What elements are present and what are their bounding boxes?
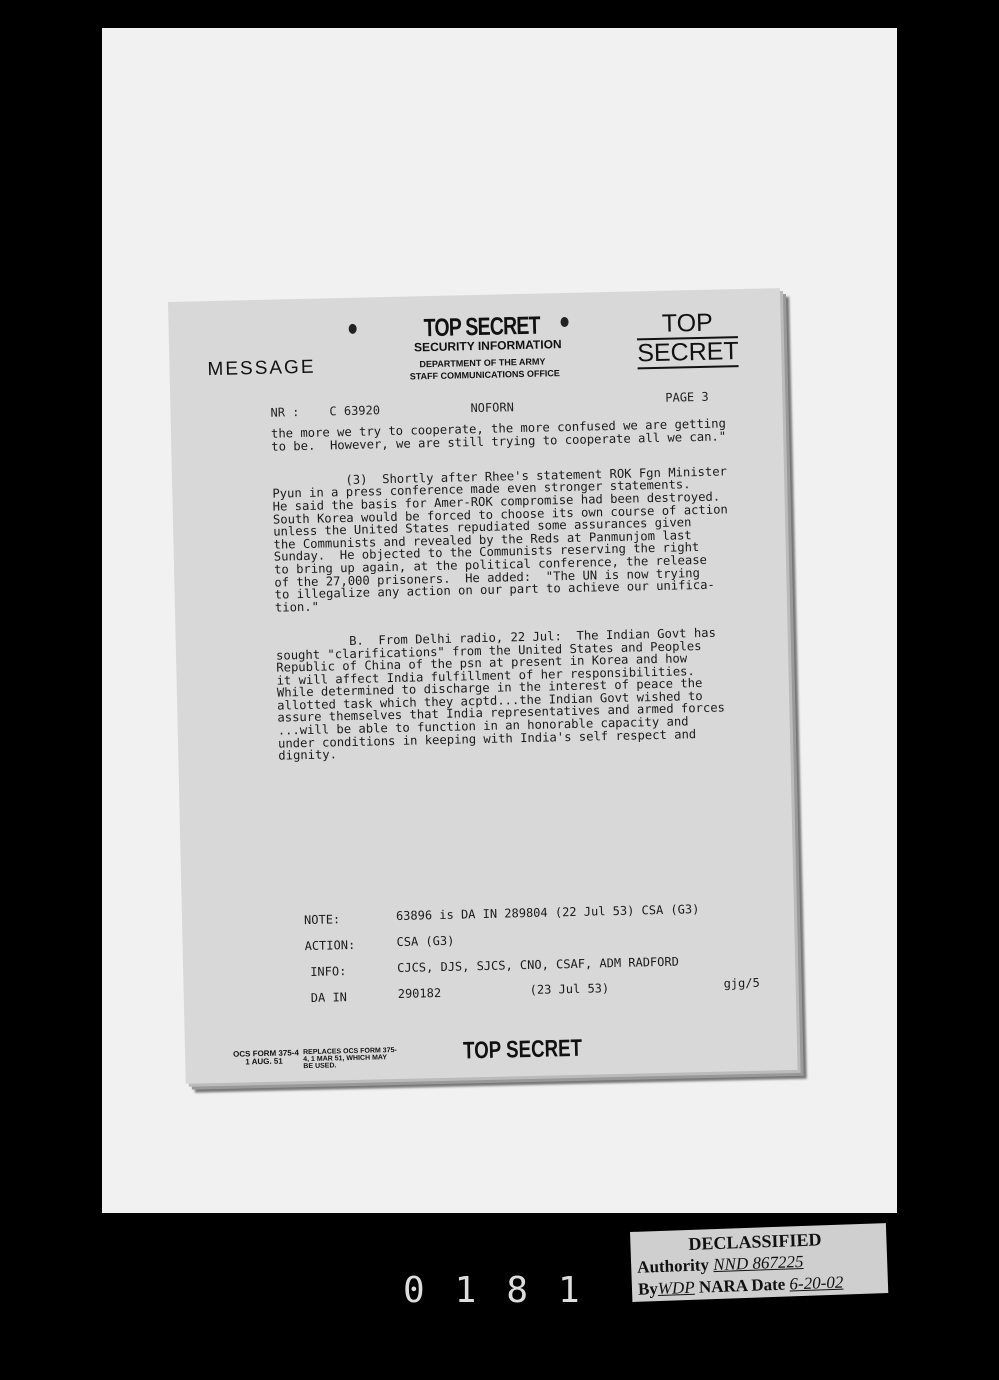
punch-hole-right	[560, 317, 568, 327]
form-number	[233, 1049, 299, 1066]
header-top-secret: TOP SECRET	[423, 311, 541, 343]
body-paragraph-3: B. From Delhi radio, 22 Jul: The Indian Govt has sought "clarifications" from the United States and Peoples Republic of China of the psn at present in Korea and how it will affect India fulfillment of her responsibilities. While determined to discharge in the interest of peace the allotted task which they acptd...the Indian Govt wished to assure themselves that India representatives and armed forces ...will be able to function in an honorable capacity and under conditions in keeping with India's self respect and dignity.	[275, 625, 726, 763]
stamp-line-2: SECRET	[636, 337, 739, 368]
note-value: 63896 is DA IN 289804 (22 Jul 53) CSA (G3)	[395, 902, 700, 923]
action-label: ACTION:	[304, 937, 356, 954]
nr-value: C 63920	[329, 403, 381, 419]
body-paragraph-1: the more we try to cooperate, the more confused we are getting to be. However, we are still trying to cooperate all we can."	[270, 416, 727, 454]
by-label: By	[637, 1279, 659, 1299]
action-value: CSA (G3)	[396, 933, 455, 949]
nr-label: NR :	[270, 405, 300, 420]
punch-hole-left	[349, 324, 357, 334]
page-number: PAGE 3	[665, 389, 709, 405]
message-form	[168, 288, 798, 1084]
stamp-line-1: TOP	[636, 309, 738, 340]
top-secret-stamp	[636, 309, 739, 369]
header-office: STAFF COMMUNICATIONS OFFICE	[409, 368, 560, 382]
message-body	[271, 417, 748, 762]
form-note: REPLACES OCS FORM 375-4, 1 MAR 51, WHICH MAY BE USED.	[302, 1047, 397, 1071]
declass-title: DECLASSIFIED	[688, 1229, 822, 1254]
header-department: DEPARTMENT OF THE ARMY	[419, 356, 546, 370]
note-label: NOTE:	[303, 912, 341, 928]
form-number-text: OCS FORM 375-4	[232, 1048, 299, 1059]
info-label: INFO:	[310, 964, 347, 979]
nara-label: NARA Date	[698, 1274, 786, 1297]
body-paragraph-2: (3) Shortly after Rhee's statement ROK Fgn Minister Pyun in a press conference made even stronger statements. He said the basis for Amer-ROK compromise had been destroyed. South Korea would be forced to choose its own course of action unless the United States repudiated some assurances given the Communists and revealed by the Reds at Panmunjom last Sunday. He objected to the Communists reserving the right to bring up again, at the political conference, the release of the 27,000 prisoners. He added: "The UN is now trying to illegalize any action on our part to achieve our unifica- tion."	[271, 464, 728, 615]
by-value: WDP	[657, 1277, 695, 1299]
nr-field	[270, 403, 380, 419]
da-in-value: 290182	[397, 985, 442, 1001]
microfilm-frame-number: 0181	[403, 1270, 610, 1311]
declassification-stamp	[630, 1223, 888, 1302]
initials: gjg/5	[723, 975, 760, 991]
authority-label: Authority	[636, 1255, 710, 1277]
bottom-classification: TOP SECRET	[462, 1034, 583, 1065]
header-security-information: SECURITY INFORMATION	[413, 337, 562, 355]
caveat-noforn: NOFORN	[470, 400, 514, 416]
nara-date: 6-20-02	[789, 1272, 844, 1294]
da-in-date: (23 Jul 53)	[529, 981, 610, 997]
message-label: MESSAGE	[207, 356, 316, 381]
authority-value: NND 867225	[712, 1251, 804, 1275]
da-in-label: DA IN	[310, 990, 348, 1005]
form-date: 1 AUG. 51	[245, 1056, 283, 1067]
info-value: CJCS, DJS, SJCS, CNO, CSAF, ADM RADFORD	[397, 954, 680, 975]
